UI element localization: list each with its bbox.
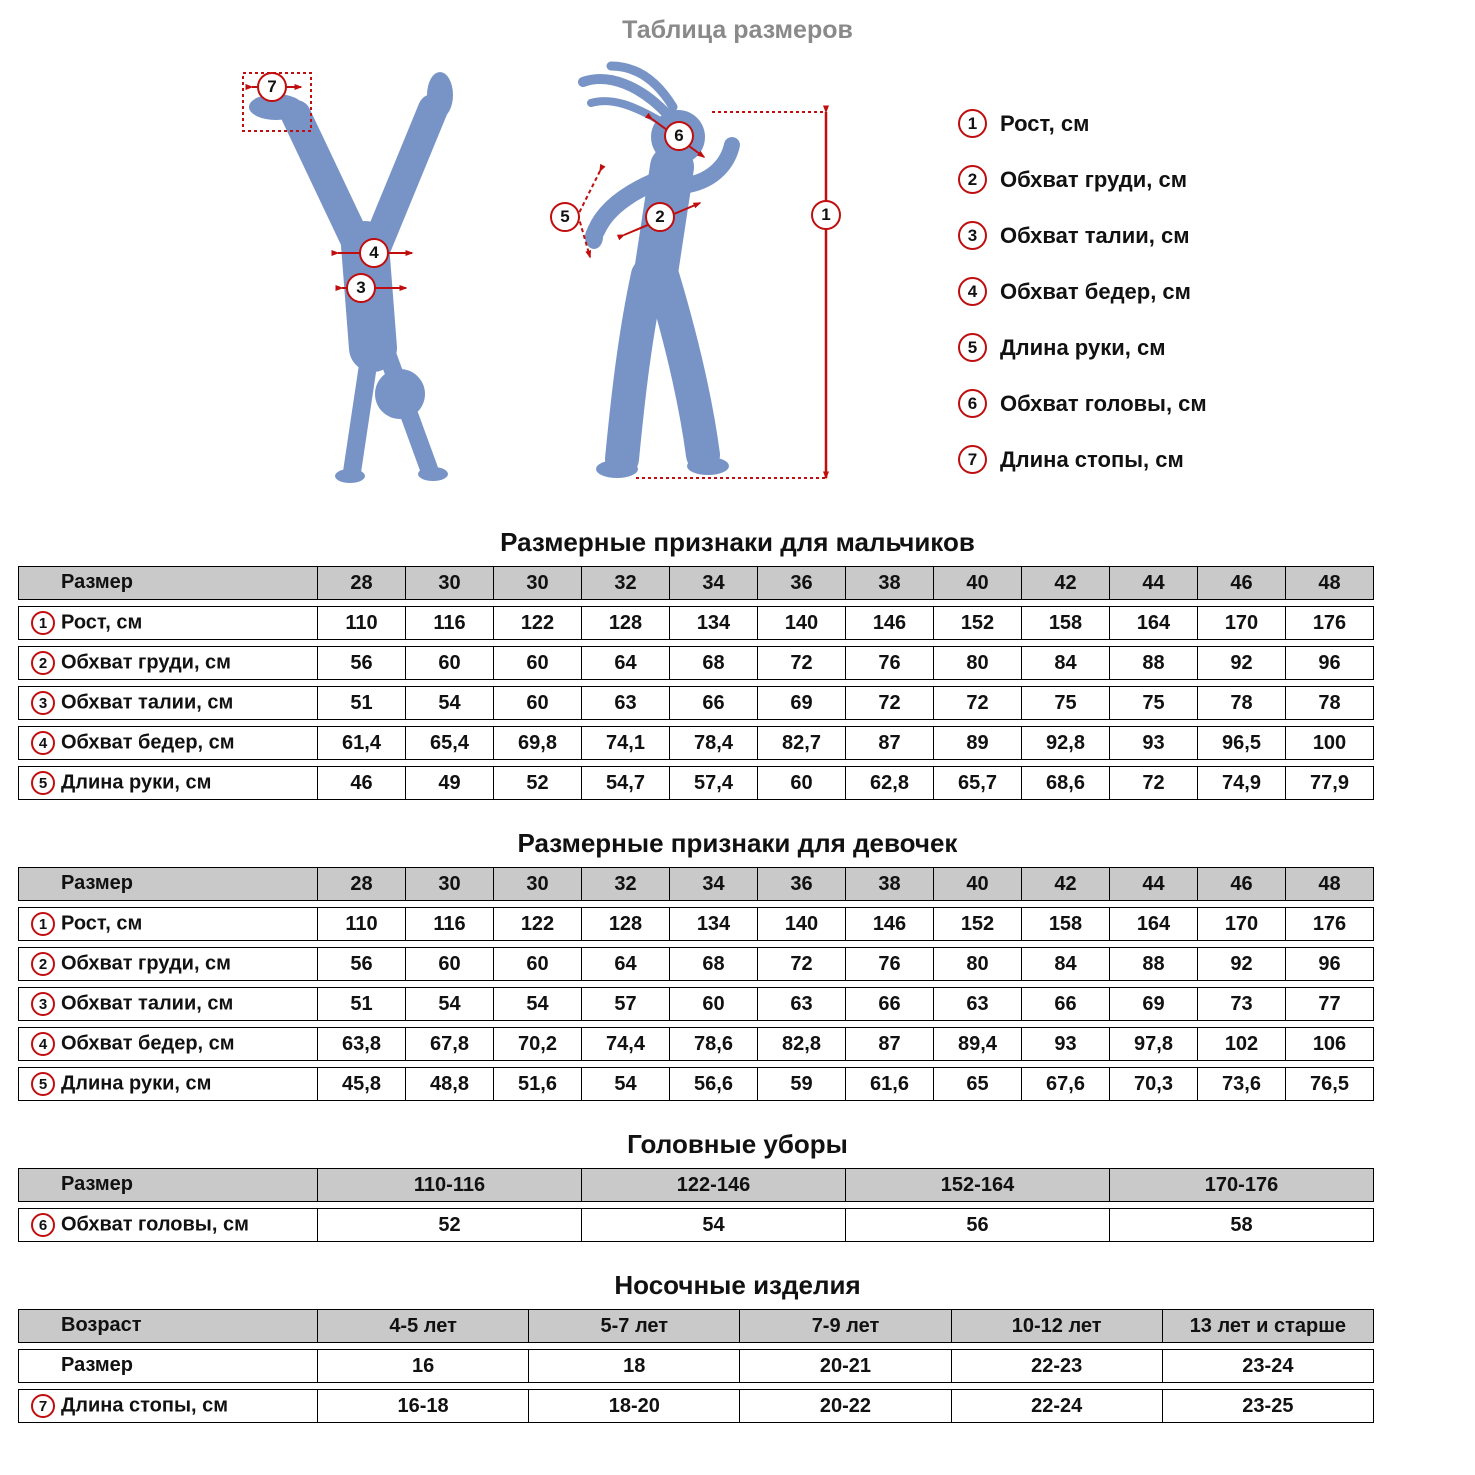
value-cell: 18	[529, 1349, 740, 1383]
header-value-cell: 34	[670, 566, 758, 600]
header-value-cell: 36	[758, 566, 846, 600]
header-value-cell: 122-146	[582, 1168, 846, 1202]
marker-head: 6	[664, 121, 694, 151]
marker-chest: 2	[645, 202, 675, 232]
header-value-cell: 32	[582, 566, 670, 600]
legend-item	[958, 445, 1207, 474]
row-number-badge: 3	[31, 992, 55, 1016]
row-label: Обхват головы, см	[61, 1213, 249, 1236]
row-number-badge: 6	[31, 1213, 55, 1237]
value-cell: 69	[758, 686, 846, 720]
value-cell: 87	[846, 726, 934, 760]
row-label-cell	[18, 766, 318, 800]
table-row	[18, 1027, 1374, 1061]
header-value-cell: 36	[758, 867, 846, 901]
value-cell: 49	[406, 766, 494, 800]
legend-number-badge: 7	[958, 445, 987, 474]
value-cell: 78,6	[670, 1027, 758, 1061]
header-value-cell: 46	[1198, 566, 1286, 600]
value-cell: 140	[758, 606, 846, 640]
row-label: Рост, см	[61, 912, 143, 935]
legend-number-badge: 4	[958, 277, 987, 306]
value-cell: 74,1	[582, 726, 670, 760]
value-cell: 56	[846, 1208, 1110, 1242]
header-value-cell: 110-116	[318, 1168, 582, 1202]
header-value-cell: 38	[846, 867, 934, 901]
section-socks	[0, 1270, 1475, 1429]
measurement-lines	[243, 73, 826, 478]
table-row	[18, 1208, 1374, 1242]
table-row	[18, 1389, 1374, 1423]
header-value-cell: 32	[582, 867, 670, 901]
table-row	[18, 947, 1374, 981]
table-row	[18, 766, 1374, 800]
value-cell: 63,8	[318, 1027, 406, 1061]
header-label: Размер	[61, 872, 134, 895]
value-cell: 96	[1286, 947, 1374, 981]
value-cell: 59	[758, 1067, 846, 1101]
value-cell: 20-21	[740, 1349, 951, 1383]
value-cell: 16-18	[318, 1389, 529, 1423]
value-cell: 128	[582, 907, 670, 941]
value-cell: 54	[406, 987, 494, 1021]
header-value-cell: 30	[406, 566, 494, 600]
measurement-diagram	[0, 45, 1475, 505]
value-cell: 73,6	[1198, 1067, 1286, 1101]
value-cell: 63	[758, 987, 846, 1021]
value-cell: 60	[758, 766, 846, 800]
value-cell: 68	[670, 646, 758, 680]
value-cell: 69,8	[494, 726, 582, 760]
value-cell: 152	[934, 907, 1022, 941]
row-label-cell	[18, 606, 318, 640]
row-number-badge: 1	[31, 611, 55, 635]
value-cell: 164	[1110, 907, 1198, 941]
value-cell: 170	[1198, 606, 1286, 640]
value-cell: 63	[582, 686, 670, 720]
header-label-cell	[18, 867, 318, 901]
value-cell: 73	[1198, 987, 1286, 1021]
value-cell: 128	[582, 606, 670, 640]
value-cell: 72	[846, 686, 934, 720]
value-cell: 152	[934, 606, 1022, 640]
value-cell: 51,6	[494, 1067, 582, 1101]
value-cell: 102	[1198, 1027, 1286, 1061]
value-cell: 77	[1286, 987, 1374, 1021]
value-cell: 75	[1022, 686, 1110, 720]
value-cell: 122	[494, 907, 582, 941]
row-label-cell	[18, 1389, 318, 1423]
marker-height: 1	[811, 200, 841, 230]
value-cell: 134	[670, 907, 758, 941]
header-value-cell: 28	[318, 566, 406, 600]
table-row	[18, 987, 1374, 1021]
value-cell: 54	[582, 1067, 670, 1101]
row-label: Обхват груди, см	[61, 651, 231, 674]
row-label: Длина стопы, см	[61, 1394, 229, 1417]
row-label-cell	[18, 947, 318, 981]
row-label: Длина руки, см	[61, 1072, 212, 1095]
value-cell: 82,7	[758, 726, 846, 760]
header-value-cell: 42	[1022, 867, 1110, 901]
value-cell: 16	[318, 1349, 529, 1383]
header-label-cell	[18, 1168, 318, 1202]
header-value-cell: 10-12 лет	[952, 1309, 1163, 1343]
legend-number-badge: 1	[958, 109, 987, 138]
value-cell: 76	[846, 947, 934, 981]
value-cell: 110	[318, 606, 406, 640]
girl-silhouette	[583, 66, 732, 478]
value-cell: 66	[670, 686, 758, 720]
value-cell: 80	[934, 646, 1022, 680]
row-label-cell	[18, 1027, 318, 1061]
value-cell: 62,8	[846, 766, 934, 800]
value-cell: 80	[934, 947, 1022, 981]
header-value-cell: 152-164	[846, 1168, 1110, 1202]
header-value-cell: 44	[1110, 867, 1198, 901]
section-title-headwear: Головные уборы	[627, 1129, 848, 1159]
value-cell: 60	[494, 686, 582, 720]
header-value-cell: 46	[1198, 867, 1286, 901]
value-cell: 54	[494, 987, 582, 1021]
header-value-cell: 40	[934, 867, 1022, 901]
row-label-cell	[18, 1208, 318, 1242]
legend-label: Длина руки, см	[1000, 334, 1166, 360]
value-cell: 92	[1198, 947, 1286, 981]
row-number-badge: 5	[31, 771, 55, 795]
value-cell: 92,8	[1022, 726, 1110, 760]
section-title-socks: Носочные изделия	[614, 1270, 861, 1300]
header-value-cell: 170-176	[1110, 1168, 1374, 1202]
legend-label: Рост, см	[1000, 110, 1090, 136]
marker-foot-length: 7	[257, 72, 287, 102]
header-value-cell: 30	[494, 867, 582, 901]
value-cell: 158	[1022, 606, 1110, 640]
legend-label: Обхват бедер, см	[1000, 278, 1191, 304]
value-cell: 23-24	[1163, 1349, 1374, 1383]
value-cell: 45,8	[318, 1067, 406, 1101]
value-cell: 78	[1198, 686, 1286, 720]
legend-label: Обхват груди, см	[1000, 166, 1187, 192]
row-label: Длина руки, см	[61, 771, 212, 794]
silhouettes-and-annotations	[0, 45, 1475, 505]
row-number-badge: 4	[31, 731, 55, 755]
value-cell: 60	[494, 646, 582, 680]
header-value-cell: 30	[494, 566, 582, 600]
row-label-cell	[18, 907, 318, 941]
value-cell: 46	[318, 766, 406, 800]
value-cell: 106	[1286, 1027, 1374, 1061]
marker-arm: 5	[550, 202, 580, 232]
value-cell: 22-24	[952, 1389, 1163, 1423]
value-cell: 72	[934, 686, 1022, 720]
table-header-row	[18, 867, 1374, 901]
value-cell: 18-20	[529, 1389, 740, 1423]
row-number-badge: 1	[31, 912, 55, 936]
legend-item	[958, 333, 1207, 362]
value-cell: 64	[582, 947, 670, 981]
legend-label: Обхват талии, см	[1000, 222, 1190, 248]
value-cell: 66	[1022, 987, 1110, 1021]
value-cell: 61,4	[318, 726, 406, 760]
value-cell: 68,6	[1022, 766, 1110, 800]
value-cell: 51	[318, 987, 406, 1021]
row-number-badge: 3	[31, 691, 55, 715]
header-value-cell: 38	[846, 566, 934, 600]
value-cell: 72	[758, 646, 846, 680]
section-title-girls: Размерные признаки для девочек	[517, 828, 958, 858]
value-cell: 146	[846, 907, 934, 941]
header-value-cell: 4-5 лет	[318, 1309, 529, 1343]
value-cell: 89	[934, 726, 1022, 760]
value-cell: 76	[846, 646, 934, 680]
value-cell: 176	[1286, 606, 1374, 640]
row-label-cell	[18, 646, 318, 680]
legend-item	[958, 165, 1207, 194]
row-label-cell	[18, 1067, 318, 1101]
header-value-cell: 7-9 лет	[740, 1309, 951, 1343]
value-cell: 52	[318, 1208, 582, 1242]
header-value-cell: 28	[318, 867, 406, 901]
header-value-cell: 5-7 лет	[529, 1309, 740, 1343]
legend-item	[958, 109, 1207, 138]
value-cell: 70,3	[1110, 1067, 1198, 1101]
value-cell: 57,4	[670, 766, 758, 800]
header-label-cell	[18, 1309, 318, 1343]
value-cell: 140	[758, 907, 846, 941]
value-cell: 63	[934, 987, 1022, 1021]
value-cell: 60	[406, 646, 494, 680]
header-value-cell: 44	[1110, 566, 1198, 600]
value-cell: 67,6	[1022, 1067, 1110, 1101]
value-cell: 110	[318, 907, 406, 941]
header-label: Размер	[61, 571, 134, 594]
header-label-cell	[18, 566, 318, 600]
size-table-headwear	[18, 1162, 1374, 1248]
row-label: Обхват талии, см	[61, 992, 234, 1015]
value-cell: 146	[846, 606, 934, 640]
value-cell: 20-22	[740, 1389, 951, 1423]
header-value-cell: 13 лет и старше	[1163, 1309, 1374, 1343]
value-cell: 164	[1110, 606, 1198, 640]
legend-item	[958, 389, 1207, 418]
section-headwear	[0, 1129, 1475, 1248]
legend-number-badge: 5	[958, 333, 987, 362]
value-cell: 60	[406, 947, 494, 981]
value-cell: 96,5	[1198, 726, 1286, 760]
value-cell: 52	[494, 766, 582, 800]
value-cell: 54,7	[582, 766, 670, 800]
value-cell: 69	[1110, 987, 1198, 1021]
legend	[958, 109, 1207, 501]
value-cell: 78,4	[670, 726, 758, 760]
value-cell: 87	[846, 1027, 934, 1061]
value-cell: 116	[406, 907, 494, 941]
value-cell: 56,6	[670, 1067, 758, 1101]
value-cell: 93	[1022, 1027, 1110, 1061]
row-number-badge: 7	[31, 1394, 55, 1418]
value-cell: 96	[1286, 646, 1374, 680]
row-number-badge: 4	[31, 1032, 55, 1056]
table-header-row	[18, 566, 1374, 600]
value-cell: 72	[758, 947, 846, 981]
legend-item	[958, 277, 1207, 306]
value-cell: 74,4	[582, 1027, 670, 1061]
value-cell: 54	[582, 1208, 846, 1242]
value-cell: 22-23	[952, 1349, 1163, 1383]
row-label: Рост, см	[61, 611, 143, 634]
value-cell: 100	[1286, 726, 1374, 760]
table-header-row	[18, 1309, 1374, 1343]
value-cell: 51	[318, 686, 406, 720]
value-cell: 65,4	[406, 726, 494, 760]
section-title-boys: Размерные признаки для мальчиков	[500, 527, 975, 557]
header-value-cell: 48	[1286, 867, 1374, 901]
value-cell: 65,7	[934, 766, 1022, 800]
size-table-socks	[18, 1303, 1374, 1429]
row-number-badge: 2	[31, 651, 55, 675]
page-title: Таблица размеров	[622, 16, 853, 44]
value-cell: 70,2	[494, 1027, 582, 1061]
size-table-girls	[18, 861, 1374, 1107]
value-cell: 176	[1286, 907, 1374, 941]
table-row	[18, 606, 1374, 640]
table-row	[18, 726, 1374, 760]
table-header-row	[18, 1168, 1374, 1202]
value-cell: 48,8	[406, 1067, 494, 1101]
value-cell: 82,8	[758, 1027, 846, 1061]
header-value-cell: 30	[406, 867, 494, 901]
table-row	[18, 1067, 1374, 1101]
row-number-badge: 5	[31, 1072, 55, 1096]
header-value-cell: 34	[670, 867, 758, 901]
table-row	[18, 1349, 1374, 1383]
value-cell: 93	[1110, 726, 1198, 760]
value-cell: 170	[1198, 907, 1286, 941]
marker-hips: 4	[359, 238, 389, 268]
value-cell: 78	[1286, 686, 1374, 720]
value-cell: 60	[670, 987, 758, 1021]
row-label-cell	[18, 987, 318, 1021]
legend-number-badge: 3	[958, 221, 987, 250]
row-label: Обхват груди, см	[61, 952, 231, 975]
value-cell: 72	[1110, 766, 1198, 800]
row-label: Обхват бедер, см	[61, 1032, 235, 1055]
row-label-cell	[18, 726, 318, 760]
row-label: Обхват бедер, см	[61, 731, 235, 754]
value-cell: 56	[318, 646, 406, 680]
table-row	[18, 686, 1374, 720]
legend-number-badge: 2	[958, 165, 987, 194]
row-label-cell	[18, 1349, 318, 1383]
row-label-cell	[18, 686, 318, 720]
table-row	[18, 646, 1374, 680]
row-label: Размер	[61, 1354, 134, 1377]
header-value-cell: 40	[934, 566, 1022, 600]
value-cell: 88	[1110, 646, 1198, 680]
header-value-cell: 48	[1286, 566, 1374, 600]
value-cell: 56	[318, 947, 406, 981]
legend-label: Обхват головы, см	[1000, 390, 1207, 416]
value-cell: 122	[494, 606, 582, 640]
value-cell: 60	[494, 947, 582, 981]
marker-waist: 3	[346, 273, 376, 303]
value-cell: 64	[582, 646, 670, 680]
value-cell: 68	[670, 947, 758, 981]
section-boys	[0, 527, 1475, 806]
value-cell: 75	[1110, 686, 1198, 720]
value-cell: 54	[406, 686, 494, 720]
value-cell: 84	[1022, 646, 1110, 680]
value-cell: 66	[846, 987, 934, 1021]
section-girls	[0, 828, 1475, 1107]
value-cell: 116	[406, 606, 494, 640]
value-cell: 67,8	[406, 1027, 494, 1061]
value-cell: 134	[670, 606, 758, 640]
value-cell: 61,6	[846, 1067, 934, 1101]
value-cell: 92	[1198, 646, 1286, 680]
value-cell: 74,9	[1198, 766, 1286, 800]
row-number-badge: 2	[31, 952, 55, 976]
table-row	[18, 907, 1374, 941]
value-cell: 77,9	[1286, 766, 1374, 800]
header-label: Размер	[61, 1173, 134, 1196]
value-cell: 97,8	[1110, 1027, 1198, 1061]
size-table-boys	[18, 560, 1374, 806]
header-value-cell: 42	[1022, 566, 1110, 600]
value-cell: 88	[1110, 947, 1198, 981]
value-cell: 158	[1022, 907, 1110, 941]
legend-item	[958, 221, 1207, 250]
value-cell: 65	[934, 1067, 1022, 1101]
legend-label: Длина стопы, см	[1000, 446, 1184, 472]
value-cell: 76,5	[1286, 1067, 1374, 1101]
value-cell: 58	[1110, 1208, 1374, 1242]
value-cell: 84	[1022, 947, 1110, 981]
header-label: Возраст	[61, 1314, 142, 1337]
value-cell: 89,4	[934, 1027, 1022, 1061]
value-cell: 23-25	[1163, 1389, 1374, 1423]
row-label: Обхват талии, см	[61, 691, 234, 714]
legend-number-badge: 6	[958, 389, 987, 418]
value-cell: 57	[582, 987, 670, 1021]
